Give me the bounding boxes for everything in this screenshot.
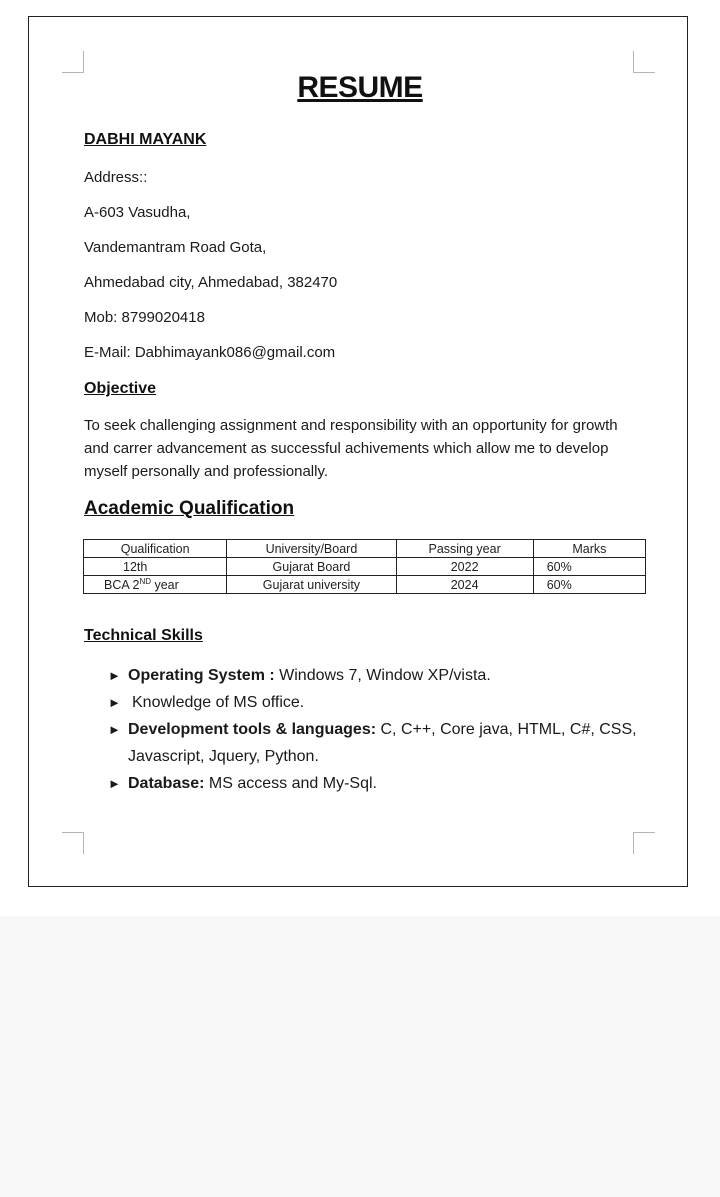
table-row (84, 576, 646, 594)
table-cell: 2024 (396, 576, 533, 594)
skill-label: Database: (128, 775, 205, 792)
qualification-suffix: year (151, 577, 179, 592)
table-cell (84, 576, 227, 594)
table-header-cell: Passing year (396, 540, 533, 558)
table-cell: 2022 (396, 558, 533, 576)
resume-title: RESUME (297, 71, 423, 104)
qualification-prefix: BCA 2 (104, 577, 140, 592)
skill-value: Windows 7, Window XP/vista. (274, 667, 491, 684)
table-header-cell: Qualification (84, 540, 227, 558)
skill-label: Development tools & languages: (128, 721, 377, 738)
bullet-arrow-icon: ► (108, 668, 121, 683)
skill-value: C, C++, Core java, HTML, C#, CSS, Javascript, Jquery, Python. (128, 721, 637, 765)
crop-mark-top-left (62, 51, 84, 73)
table-header-cell: Marks (533, 540, 645, 558)
address-label: Address:: (84, 169, 148, 186)
list-item (108, 770, 648, 797)
table-cell: 60% (533, 576, 645, 594)
bullet-arrow-icon: ► (108, 695, 121, 710)
objective-text: To seek challenging assignment and responsibility with an opportunity for growth and carrer advancement as successful achivements which allow me to develop myself personally and professionally. (84, 417, 618, 480)
bullet-arrow-icon: ► (108, 776, 121, 791)
candidate-name: DABHI MAYANK (84, 131, 207, 148)
email-address: E-Mail: Dabhimayank086@gmail.com (84, 344, 336, 361)
skill-value: Knowledge of MS office. (132, 694, 305, 711)
crop-mark-bottom-left (62, 832, 84, 854)
objective-heading: Objective (84, 380, 157, 397)
table-cell: Gujarat Board (227, 558, 396, 576)
qualification-superscript: ND (139, 576, 151, 586)
table-row (84, 558, 646, 576)
crop-mark-bottom-right (633, 832, 655, 854)
skills-list (108, 662, 648, 797)
address-line-3: Ahmedabad city, Ahmedabad, 382470 (84, 274, 338, 291)
table-header-row (84, 540, 646, 558)
address-line-2: Vandemantram Road Gota, (84, 239, 267, 256)
mobile-number: Mob: 8799020418 (84, 309, 205, 326)
table-cell: 60% (533, 558, 645, 576)
list-item (108, 689, 648, 716)
skill-label: Operating System : (128, 667, 275, 684)
table-header-cell: University/Board (227, 540, 396, 558)
table-cell: 12th (84, 558, 227, 576)
academic-heading: Academic Qualification (84, 498, 295, 519)
skill-value: MS access and My-Sql. (204, 775, 377, 792)
address-line-1: A-603 Vasudha, (84, 204, 191, 221)
table-cell: Gujarat university (227, 576, 396, 594)
list-item (108, 716, 648, 770)
qualification-table (83, 539, 646, 594)
technical-skills-heading: Technical Skills (84, 627, 203, 644)
bullet-arrow-icon: ► (108, 722, 121, 737)
list-item (108, 662, 648, 689)
crop-mark-top-right (633, 51, 655, 73)
